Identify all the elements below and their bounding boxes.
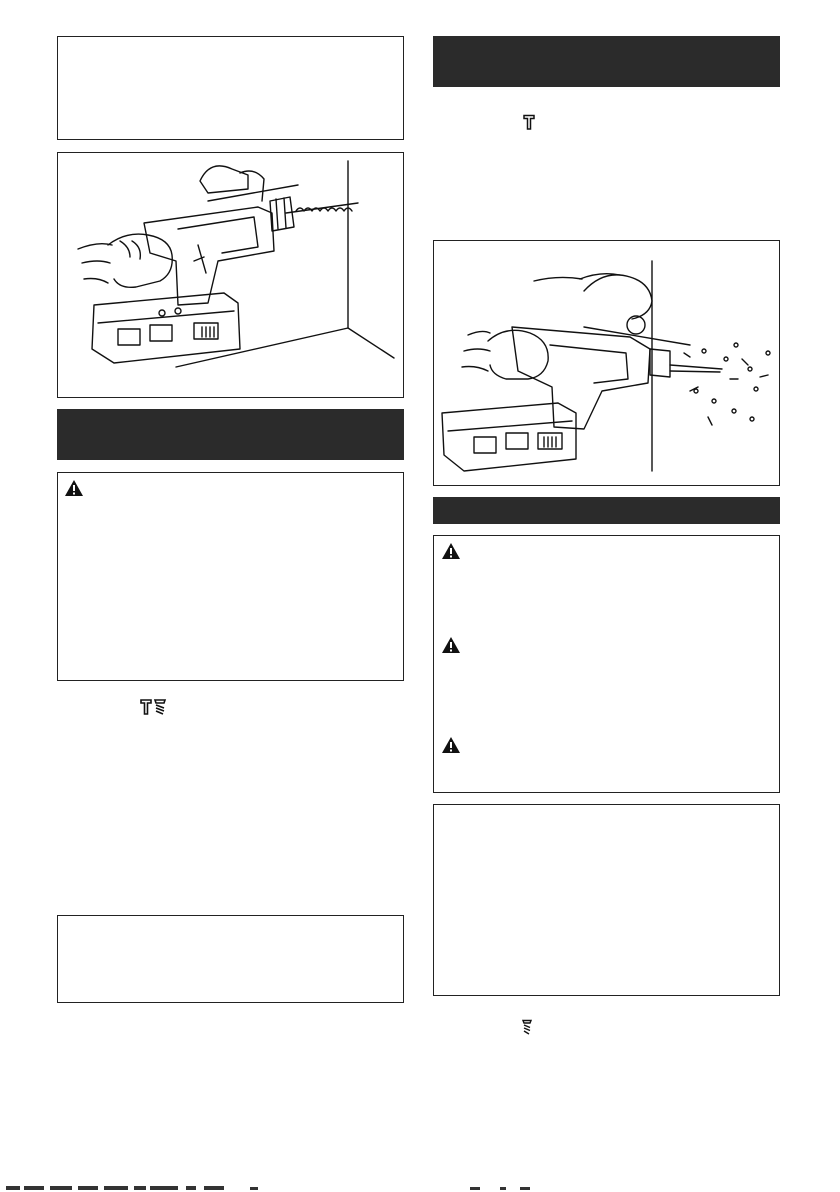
section-header-bar-left bbox=[57, 409, 404, 460]
hammer-drill-mode-icon bbox=[140, 698, 168, 716]
drilling-illustration bbox=[58, 153, 402, 396]
hammer-mode-icon bbox=[523, 114, 535, 130]
notice-box-right bbox=[433, 804, 780, 996]
section-header-bar-right-small bbox=[433, 497, 780, 524]
drill-mode-icon bbox=[521, 1019, 533, 1035]
figure-drilling-into-wall bbox=[57, 152, 404, 398]
chiseling-illustration bbox=[434, 241, 778, 484]
warning-triangle-icon bbox=[441, 736, 461, 754]
bottom-edge-strip bbox=[0, 1184, 840, 1192]
notice-box-bottom-left bbox=[57, 915, 404, 1003]
warning-triangle-icon bbox=[64, 479, 84, 497]
warning-box-right bbox=[433, 535, 780, 793]
figure-chiseling-wall bbox=[433, 240, 780, 486]
warning-triangle-icon bbox=[441, 542, 461, 560]
warning-box-left bbox=[57, 472, 404, 681]
warning-triangle-icon bbox=[441, 636, 461, 654]
section-header-bar-right bbox=[433, 36, 780, 87]
notice-box-top-left bbox=[57, 36, 404, 140]
